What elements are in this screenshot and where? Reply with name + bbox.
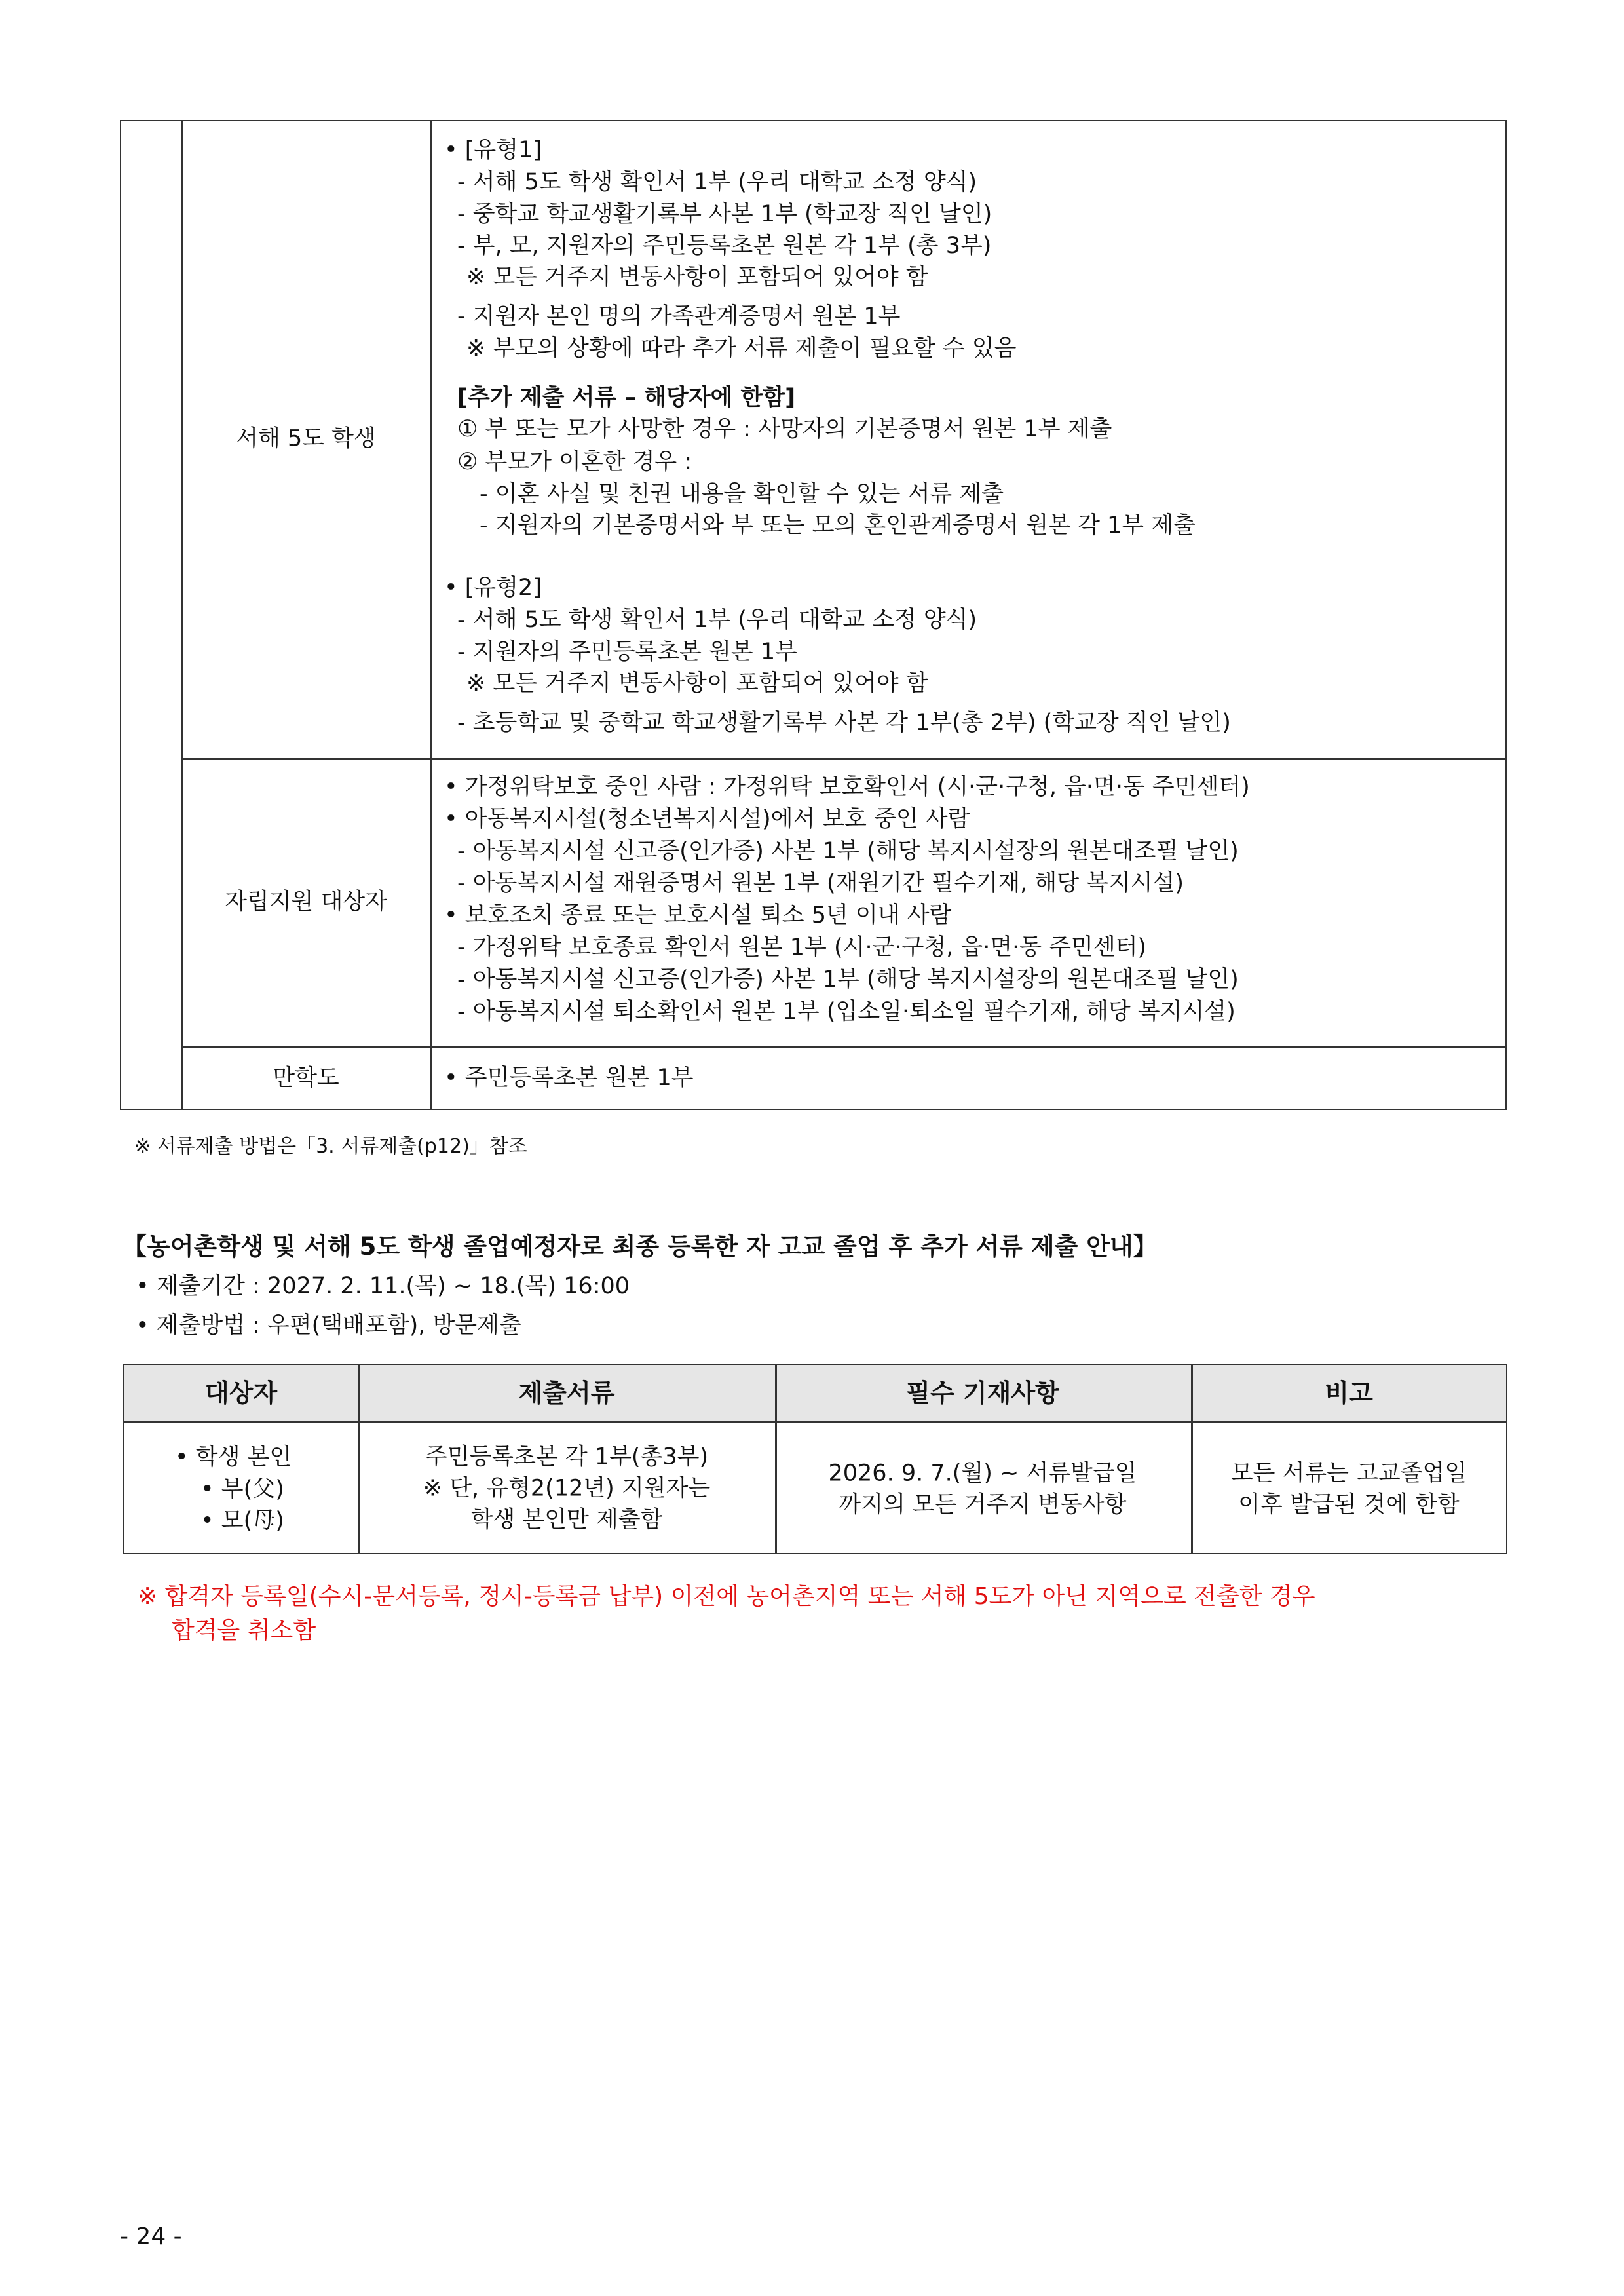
- table-cell: • 학생 본인: [175, 1444, 292, 1470]
- list-item: - 초등학교 및 중학교 학교생활기록부 사본 각 1부(총 2부) (학교장 직인 날인): [457, 710, 1231, 736]
- list-item: • [유형2]: [444, 575, 542, 601]
- list-item: ※ 부모의 상황에 따라 추가 서류 제출이 필요할 수 있음: [466, 335, 1017, 362]
- subheading: [추가 제출 서류 – 해당자에 한함]: [457, 385, 796, 411]
- list-item: - 아동복지시설 신고증(인가증) 사본 1부 (해당 복지시설장의 원본대조필 날인): [457, 966, 1239, 993]
- table-cell: • 모(母): [200, 1508, 284, 1534]
- table-divider: [1191, 1364, 1193, 1554]
- cancellation-warning: 합격을 취소함: [172, 1617, 316, 1644]
- list-item: • 보호조치 종료 또는 보호시설 퇴소 5년 이내 사람: [444, 902, 952, 928]
- list-item: - 부, 모, 지원자의 주민등록초본 원본 각 1부 (총 3부): [457, 233, 992, 259]
- row-label-independence: 자립지원 대상자: [225, 889, 387, 915]
- table-divider: [181, 120, 183, 1110]
- list-item: • 주민등록초본 원본 1부: [444, 1065, 694, 1091]
- table-divider: [123, 1421, 1507, 1423]
- table-divider: [358, 1364, 360, 1554]
- submission-method: • 제출방법 : 우편(택배포함), 방문제출: [136, 1312, 521, 1339]
- list-item: ② 부모가 이혼한 경우 :: [457, 449, 692, 475]
- table-cell: 학생 본인만 제출함: [470, 1506, 663, 1533]
- table-cell: 모든 서류는 고교졸업일: [1230, 1460, 1467, 1487]
- table-cell: 2026. 9. 7.(월) ~ 서류발급일: [828, 1460, 1137, 1487]
- column-header: 필수 기재사항: [906, 1379, 1059, 1407]
- table-cell: ※ 단, 유형2(12년) 지원자는: [423, 1475, 711, 1502]
- submission-note: ※ 서류제출 방법은「3. 서류제출(p12)」참조: [134, 1135, 527, 1158]
- column-header: 제출서류: [518, 1379, 615, 1407]
- list-item: - 아동복지시설 퇴소확인서 원본 1부 (입소일·퇴소일 필수기재, 해당 복지시설): [457, 999, 1236, 1025]
- additional-docs-table: [123, 1364, 1507, 1554]
- list-item: - 서해 5도 학생 확인서 1부 (우리 대학교 소정 양식): [457, 169, 977, 195]
- list-item: - 서해 5도 학생 확인서 1부 (우리 대학교 소정 양식): [457, 607, 977, 633]
- list-item: - 지원자의 주민등록초본 원본 1부: [457, 639, 797, 665]
- list-item: - 지원자의 기본증명서와 부 또는 모의 혼인관계증명서 원본 각 1부 제출: [480, 512, 1196, 539]
- list-item: • [유형1]: [444, 137, 542, 163]
- list-item: • 아동복지시설(청소년복지시설)에서 보호 중인 사람: [444, 806, 970, 832]
- row-label-seohae: 서해 5도 학생: [236, 425, 376, 452]
- list-item: - 아동복지시설 신고증(인가증) 사본 1부 (해당 복지시설장의 원본대조필 날인): [457, 838, 1239, 864]
- column-header: 비고: [1325, 1379, 1373, 1407]
- list-item: ※ 모든 거주지 변동사항이 포함되어 있어야 함: [466, 264, 928, 290]
- page-number: - 24 -: [120, 2223, 182, 2250]
- list-item: - 중학교 학교생활기록부 사본 1부 (학교장 직인 날인): [457, 201, 992, 227]
- list-item: - 지원자 본인 명의 가족관계증명서 원본 1부: [457, 303, 901, 330]
- submission-period: • 제출기간 : 2027. 2. 11.(목) ~ 18.(목) 16:00: [136, 1273, 630, 1299]
- table-cell: 주민등록초본 각 1부(총3부): [425, 1444, 709, 1470]
- list-item: • 가정위탁보호 중인 사람 : 가정위탁 보호확인서 (시·군·구청, 읍·면·동 주민센터): [444, 774, 1250, 800]
- table-cell: 이후 발급된 것에 한함: [1238, 1491, 1460, 1518]
- list-item: ① 부 또는 모가 사망한 경우 : 사망자의 기본증명서 원본 1부 제출: [457, 416, 1112, 442]
- table-divider: [430, 120, 432, 1110]
- table-cell: 까지의 모든 거주지 변동사항: [839, 1491, 1127, 1518]
- column-header: 대상자: [204, 1379, 278, 1407]
- list-item: - 가정위탁 보호종료 확인서 원본 1부 (시·군·구청, 읍·면·동 주민센터): [457, 934, 1147, 961]
- table-divider: [181, 1046, 1507, 1048]
- section-title: 【농어촌학생 및 서해 5도 학생 졸업예정자로 최종 등록한 자 고교 졸업 후 추가 서류 제출 안내】: [123, 1233, 1158, 1261]
- row-label-adult-learner: 만학도: [273, 1065, 339, 1092]
- cancellation-warning: ※ 합격자 등록일(수시-문서등록, 정시-등록금 납부) 이전에 농어촌지역 또는 서해 5도가 아닌 지역으로 전출한 경우: [138, 1583, 1315, 1610]
- table-divider: [775, 1364, 777, 1554]
- list-item: - 이혼 사실 및 친권 내용을 확인할 수 있는 서류 제출: [480, 481, 1004, 507]
- table-cell: • 부(父): [200, 1476, 284, 1502]
- table-divider: [181, 758, 1507, 760]
- list-item: ※ 모든 거주지 변동사항이 포함되어 있어야 함: [466, 670, 928, 697]
- list-item: - 아동복지시설 재원증명서 원본 1부 (재원기간 필수기재, 해당 복지시설): [457, 870, 1184, 896]
